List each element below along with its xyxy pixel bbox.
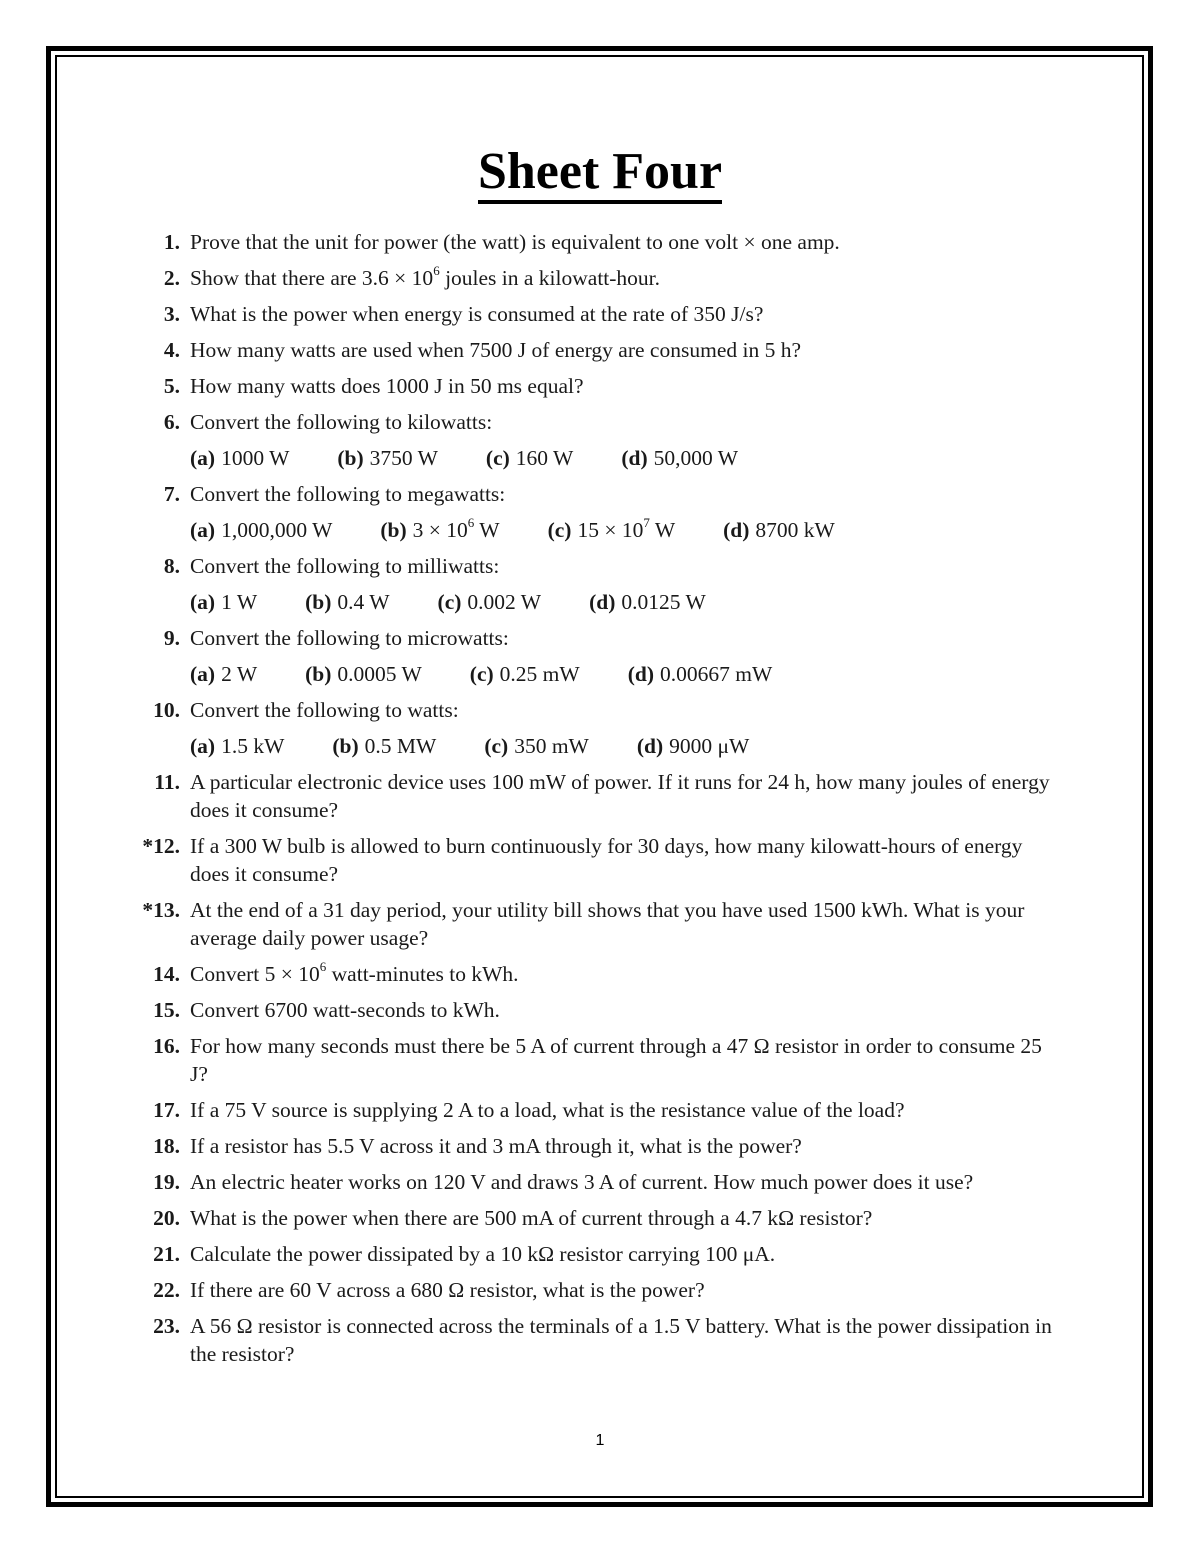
option-value: $3 \times 10^6$ W xyxy=(412,514,500,542)
page-title: Sheet Four xyxy=(0,142,1200,204)
question-item xyxy=(130,1032,1060,1088)
question-number: 9. xyxy=(163,626,180,650)
question-number: 1. xyxy=(163,230,180,254)
question-item xyxy=(130,1204,1060,1232)
option-value: 0.4 W xyxy=(337,590,390,614)
question-text: A 56 Ω resistor is connected across the terminals of a 1.5 V battery. What is the power dissipation in the resistor? xyxy=(190,1314,1052,1366)
question-text: If a 300 W bulb is allowed to burn continuously for 30 days, how many kilowatt-hours of energy does it consume? xyxy=(190,834,1023,886)
question-number: *13. xyxy=(142,898,180,922)
option-item xyxy=(589,588,706,616)
question-item xyxy=(130,768,1060,824)
question-item xyxy=(130,408,1060,436)
option-label: (b) xyxy=(305,662,332,686)
question-text: Convert the following to watts: xyxy=(190,698,459,722)
question-text: Convert $5 \times 10^6$ watt-minutes to kWh. xyxy=(190,958,519,986)
question-text: A particular electronic device uses 100 mW of power. If it runs for 24 h, how many joules of energy does it consume? xyxy=(190,770,1050,822)
question-text: Calculate the power dissipated by a 10 kΩ resistor carrying 100 μA. xyxy=(190,1242,776,1266)
question-item xyxy=(130,896,1060,952)
question-item xyxy=(130,300,1060,328)
question-text: If a 75 V source is supplying 2 A to a load, what is the resistance value of the load? xyxy=(190,1098,905,1122)
page-number: 1 xyxy=(595,1432,605,1449)
option-value: 0.0005 W xyxy=(337,662,422,686)
option-label: (a) xyxy=(190,446,216,470)
option-label: (d) xyxy=(627,662,654,686)
option-item xyxy=(470,660,580,688)
option-item xyxy=(484,732,589,760)
option-item xyxy=(637,732,749,760)
option-value: 0.5 MW xyxy=(364,734,437,758)
question-number: 8. xyxy=(163,554,180,578)
option-item xyxy=(190,444,289,472)
option-value: $15 \times 10^7$ W xyxy=(577,514,676,542)
option-label: (a) xyxy=(190,590,216,614)
question-number: 2. xyxy=(163,266,180,290)
option-item xyxy=(486,444,573,472)
question-list xyxy=(130,228,1060,1376)
question-number: 23. xyxy=(153,1314,180,1338)
question-item xyxy=(130,832,1060,888)
option-label: (b) xyxy=(380,518,407,542)
option-item xyxy=(380,516,499,544)
option-label: (c) xyxy=(484,734,509,758)
question-text: If a resistor has 5.5 V across it and 3 mA through it, what is the power? xyxy=(190,1134,802,1158)
option-label: (d) xyxy=(636,734,664,758)
option-value: 1 W xyxy=(221,590,258,614)
question-number: 10. xyxy=(153,698,180,722)
question-number: 20. xyxy=(153,1206,180,1230)
option-item xyxy=(305,588,389,616)
question-item xyxy=(130,552,1060,580)
question-options xyxy=(190,588,1060,616)
option-value: 50,000 W xyxy=(653,446,739,470)
question-text: What is the power when energy is consumed at the rate of 350 J/s? xyxy=(190,302,764,326)
question-item xyxy=(130,480,1060,508)
question-number: 11. xyxy=(154,770,180,794)
question-number: *12. xyxy=(142,834,180,858)
question-number: 3. xyxy=(163,302,180,326)
question-item xyxy=(130,336,1060,364)
option-value: 0.00667 mW xyxy=(659,662,773,686)
option-item xyxy=(190,516,332,544)
question-number: 17. xyxy=(153,1098,180,1122)
question-number: 7. xyxy=(163,482,180,506)
option-value: 160 W xyxy=(515,446,574,470)
question-number: 16. xyxy=(153,1034,180,1058)
question-options xyxy=(190,516,1060,544)
question-item xyxy=(130,1096,1060,1124)
question-text: Show that there are $3.6 \times 10^6$ joules in a kilowatt-hour. xyxy=(190,262,661,290)
option-value: 2 W xyxy=(221,662,258,686)
question-text: Convert the following to microwatts: xyxy=(190,626,509,650)
question-text: At the end of a 31 day period, your utility bill shows that you have used 1500 kWh. What is your average daily power usage? xyxy=(190,898,1025,950)
option-value: 1.5 kW xyxy=(221,734,285,758)
question-item xyxy=(130,624,1060,652)
question-text: What is the power when there are 500 mA of current through a 4.7 kΩ resistor? xyxy=(190,1206,873,1230)
option-item xyxy=(305,660,422,688)
question-item xyxy=(130,996,1060,1024)
question-text: Convert the following to megawatts: xyxy=(190,482,506,506)
question-item xyxy=(130,1240,1060,1268)
option-value: 0.0125 W xyxy=(621,590,706,614)
question-number: 4. xyxy=(163,338,180,362)
option-value: 350 mW xyxy=(514,734,589,758)
option-label: (a) xyxy=(190,662,216,686)
option-item xyxy=(190,660,257,688)
option-label: (c) xyxy=(485,446,510,470)
question-item xyxy=(130,1276,1060,1304)
option-value: 0.002 W xyxy=(467,590,542,614)
question-number: 21. xyxy=(153,1242,180,1266)
question-text: For how many seconds must there be 5 A of current through a 47 Ω resistor in order to consume 25 J? xyxy=(190,1034,1042,1086)
question-text: Convert 6700 watt-seconds to kWh. xyxy=(190,998,500,1022)
question-text: How many watts are used when 7500 J of energy are consumed in 5 h? xyxy=(190,338,801,362)
option-label: (b) xyxy=(332,734,359,758)
option-item xyxy=(628,660,773,688)
question-number: 5. xyxy=(163,374,180,398)
option-label: (b) xyxy=(337,446,364,470)
option-value: 8700 kW xyxy=(755,518,835,542)
question-number: 14. xyxy=(153,962,180,986)
option-label: (d) xyxy=(723,518,750,542)
question-number: 6. xyxy=(163,410,180,434)
question-options xyxy=(190,732,1060,760)
question-item xyxy=(130,228,1060,256)
question-item xyxy=(130,1312,1060,1368)
option-label: (a) xyxy=(190,518,216,542)
question-item xyxy=(130,696,1060,724)
option-item xyxy=(438,588,542,616)
option-label: (c) xyxy=(469,662,494,686)
question-number: 18. xyxy=(153,1134,180,1158)
question-text: Convert the following to milliwatts: xyxy=(190,554,500,578)
option-item xyxy=(190,732,284,760)
question-item xyxy=(130,372,1060,400)
option-label: (c) xyxy=(437,590,462,614)
question-text: An electric heater works on 120 V and draws 3 A of current. How much power does it use? xyxy=(190,1170,974,1194)
option-value: 1000 W xyxy=(221,446,290,470)
question-item xyxy=(130,1168,1060,1196)
question-text: Prove that the unit for power (the watt) is equivalent to one volt × one amp. xyxy=(190,230,840,254)
option-item xyxy=(723,516,835,544)
question-item xyxy=(130,264,1060,292)
question-text: How many watts does 1000 J in 50 ms equal? xyxy=(190,374,584,398)
question-options xyxy=(190,444,1060,472)
question-item xyxy=(130,960,1060,988)
option-label: (b) xyxy=(305,590,332,614)
option-item xyxy=(548,516,676,544)
question-number: 15. xyxy=(153,998,180,1022)
option-value: 3750 W xyxy=(369,446,438,470)
option-label: (d) xyxy=(621,446,648,470)
question-item xyxy=(130,1132,1060,1160)
option-item xyxy=(190,588,257,616)
question-text: If there are 60 V across a 680 Ω resistor, what is the power? xyxy=(190,1278,705,1302)
option-item xyxy=(621,444,738,472)
option-label: (d) xyxy=(589,590,616,614)
option-label: (c) xyxy=(547,518,572,542)
question-text: Convert the following to kilowatts: xyxy=(190,410,493,434)
question-number: 22. xyxy=(153,1278,180,1302)
option-value: 0.25 mW xyxy=(499,662,580,686)
question-options xyxy=(190,660,1060,688)
question-number: 19. xyxy=(153,1170,180,1194)
option-item xyxy=(332,732,436,760)
option-item xyxy=(337,444,438,472)
option-value: 9000 μW xyxy=(669,734,750,758)
option-value: 1,000,000 W xyxy=(221,518,333,542)
option-label: (a) xyxy=(190,734,216,758)
